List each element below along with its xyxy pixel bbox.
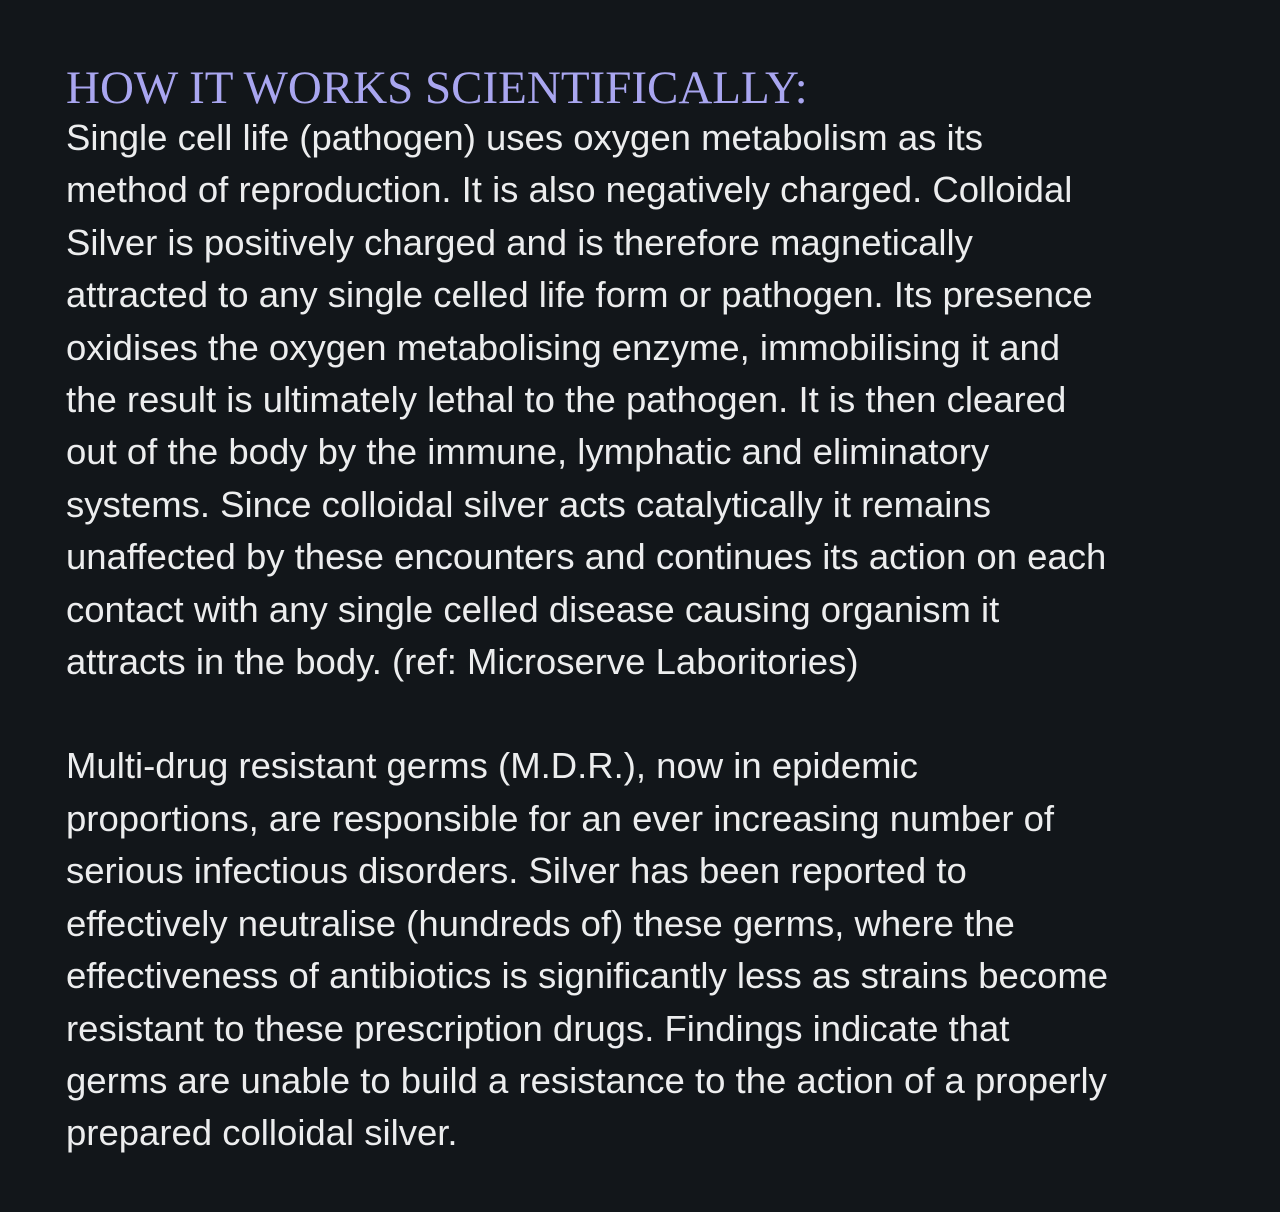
text-line: Multi-drug resistant germs (M.D.R.), now in epidemic (66, 745, 918, 787)
text-line: resistant to these prescription drugs. Findings indicate that (66, 1007, 1010, 1049)
text-line: systems. Since colloidal silver acts catalytically it remains (66, 483, 991, 525)
paragraph-how-it-works (66, 112, 1226, 688)
page-heading: HOW IT WORKS SCIENTIFICALLY: (66, 62, 808, 114)
text-line: attracted to any single celled life form or pathogen. Its presence (66, 274, 1093, 316)
text-line: serious infectious disorders. Silver has been reported to (66, 850, 967, 892)
text-line: out of the body by the immune, lymphatic and eliminatory (66, 431, 990, 473)
text-line: prepared colloidal silver. (66, 1112, 458, 1154)
text-line: germs are unable to build a resistance to the action of a properly (66, 1059, 1107, 1101)
text-line: oxidises the oxygen metabolising enzyme, immobilising it and (66, 326, 1061, 368)
text-line: effectively neutralise (hundreds of) these germs, where the (66, 902, 1015, 944)
text-line: contact with any single celled disease causing organism it (66, 588, 1000, 630)
text-line: proportions, are responsible for an ever increasing number of (66, 797, 1055, 839)
document-page (66, 60, 1226, 1160)
text-line: the result is ultimately lethal to the pathogen. It is then cleared (66, 379, 1067, 421)
text-line: Single cell life (pathogen) uses oxygen metabolism as its (66, 117, 984, 158)
text-line: attracts in the body. (ref: Microserve Laboritories) (66, 641, 859, 683)
text-line: unaffected by these encounters and continues its action on each (66, 536, 1107, 578)
text-line: effectiveness of antibiotics is significantly less as strains become (66, 955, 1109, 997)
paragraph-mdr-germs (66, 740, 1226, 1159)
text-line: method of reproduction. It is also negatively charged. Colloidal (66, 169, 1073, 211)
text-line: Silver is positively charged and is therefore magnetically (66, 221, 973, 263)
